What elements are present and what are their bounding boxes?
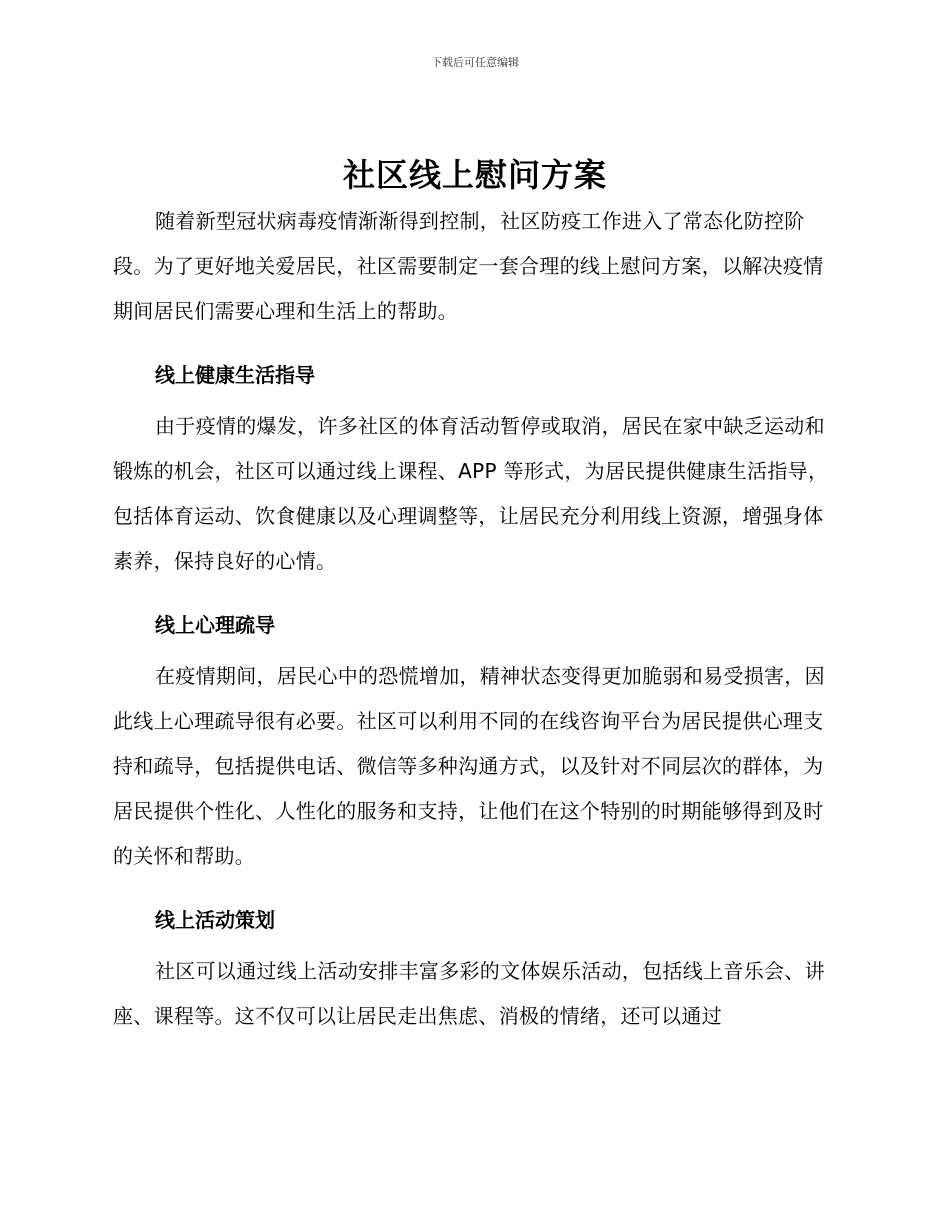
document-title: 社区线上慰问方案	[342, 156, 607, 194]
section-heading-health	[113, 346, 833, 404]
intro-paragraph: 随着新型冠状病毒疫情渐渐得到控制，社区防疫工作进入了常态化防控阶段。为了更好地关爱居民，社区需要制定一套合理的线上慰问方案，以解决疫情期间居民们需要心理和生活上的帮助。	[113, 209, 824, 323]
section-heading-text: 线上心理疏导	[155, 612, 275, 637]
section-body-psychology: 在疫情期间，居民心中的恐慌增加，精神状态变得更加脆弱和易受损害，因此线上心理疏导很有必要。社区可以利用不同的在线咨询平台为居民提供心理支持和疏导，包括提供电话、微信等多种沟通方式，以及针对不同层次的群体，为居民提供个性化、人性化的服务和支持，让他们在这个特别的时期能够得到及时的关怀和帮助。	[113, 664, 825, 868]
section-body-health: 由于疫情的爆发，许多社区的体育活动暂停或取消，居民在家中缺乏运动和锻炼的机会，社区可以通过线上课程、APP 等形式，为居民提供健康生活指导，包括体育运动、饮食健康以及心理调整等，让居民充分利用线上资源，增强身体素养，保持良好的心情。	[113, 414, 829, 573]
document-body	[113, 199, 833, 1039]
section-heading-psychology	[113, 596, 833, 654]
header-note: 下载后可任意编辑	[431, 56, 519, 69]
section-body-activities: 社区可以通过线上活动安排丰富多彩的文体娱乐活动，包括线上音乐会、讲座、课程等。这不仅可以让居民走出焦虑、消极的情绪，还可以通过	[113, 959, 825, 1028]
section-heading-text: 线上健康生活指导	[155, 362, 315, 387]
section-heading-activities	[113, 891, 833, 949]
section-heading-text: 线上活动策划	[155, 907, 275, 932]
